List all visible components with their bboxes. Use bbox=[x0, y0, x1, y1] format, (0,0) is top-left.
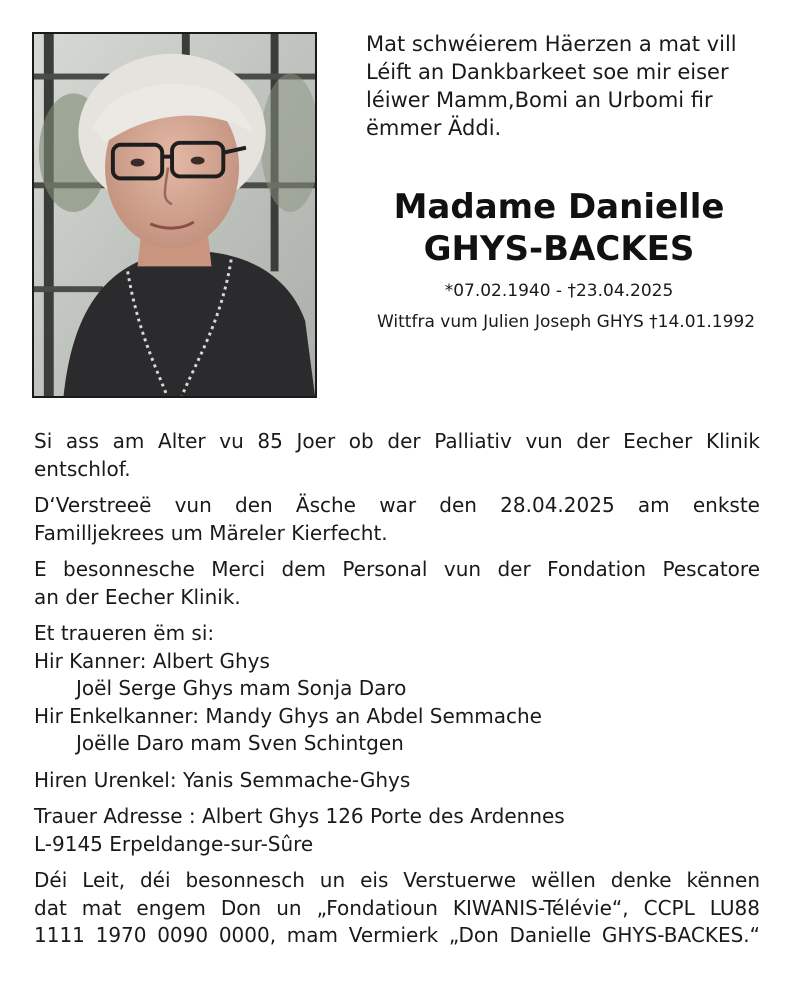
great-grandchildren-line: Hiren Urenkel: Yanis Semmache-Ghys bbox=[34, 767, 411, 792]
body-line: Si ass am Alter vu 85 Joer ob der Palliativ vun der Eecher Klinik bbox=[34, 429, 760, 453]
grandchildren-line: Joëlle Daro mam Sven Schintgen bbox=[76, 731, 404, 755]
intro-line: Léift an Dankbarkeet soe mir eiser bbox=[366, 60, 729, 84]
mourners-intro: Et traueren ëm si: bbox=[34, 621, 215, 645]
body-line: entschlof. bbox=[34, 456, 131, 481]
intro-text bbox=[366, 30, 766, 142]
donation-line: 1111 1970 0090 0000, mam Vermierk „Don Danielle GHYS-BACKES.“ bbox=[34, 923, 760, 947]
children-line: Joël Serge Ghys mam Sonja Daro bbox=[76, 676, 407, 700]
intro-line: ëmmer Äddi. bbox=[366, 116, 502, 140]
portrait-photo bbox=[32, 32, 317, 398]
life-dates: *07.02.1940 - †23.04.2025 bbox=[444, 281, 674, 301]
portrait-illustration bbox=[34, 34, 315, 396]
address-line: Trauer Adresse : Albert Ghys 126 Porte des Ardennes bbox=[34, 804, 565, 828]
announcement-body bbox=[34, 428, 760, 950]
grandchildren-line: Hir Enkelkanner: Mandy Ghys an Abdel Semmache bbox=[34, 703, 542, 728]
name-line-2: GHYS-BACKES bbox=[423, 229, 695, 269]
intro-line: Mat schwéierem Häerzen a mat vill bbox=[366, 32, 737, 56]
widow-of: Wittfra vum Julien Joseph GHYS †14.01.1992 bbox=[376, 312, 756, 332]
address-line: L-9145 Erpeldange-sur-Sûre bbox=[34, 831, 314, 856]
donation-line: dat mat engem Don un „Fondatioun KIWANIS-Télévie“, CCPL LU88 bbox=[34, 895, 760, 920]
body-line: E besonnesche Merci dem Personal vun der Fondation Pescatore bbox=[34, 557, 760, 581]
children-line: Hir Kanner: Albert Ghys bbox=[34, 648, 270, 673]
body-line: an der Eecher Klinik. bbox=[34, 584, 241, 609]
deceased-name bbox=[366, 186, 752, 270]
donation-line: Déi Leit, déi besonnesch un eis Verstuerwe wëllen denke kënnen bbox=[34, 868, 760, 892]
intro-line: léiwer Mamm,Bomi an Urbomi fir bbox=[366, 88, 713, 112]
name-line-1: Madame Danielle bbox=[393, 187, 725, 227]
body-line: D‘Verstreeë vun den Äsche war den 28.04.2025 am enkste bbox=[34, 493, 760, 517]
body-line: Familljekrees um Märeler Kierfecht. bbox=[34, 520, 388, 545]
